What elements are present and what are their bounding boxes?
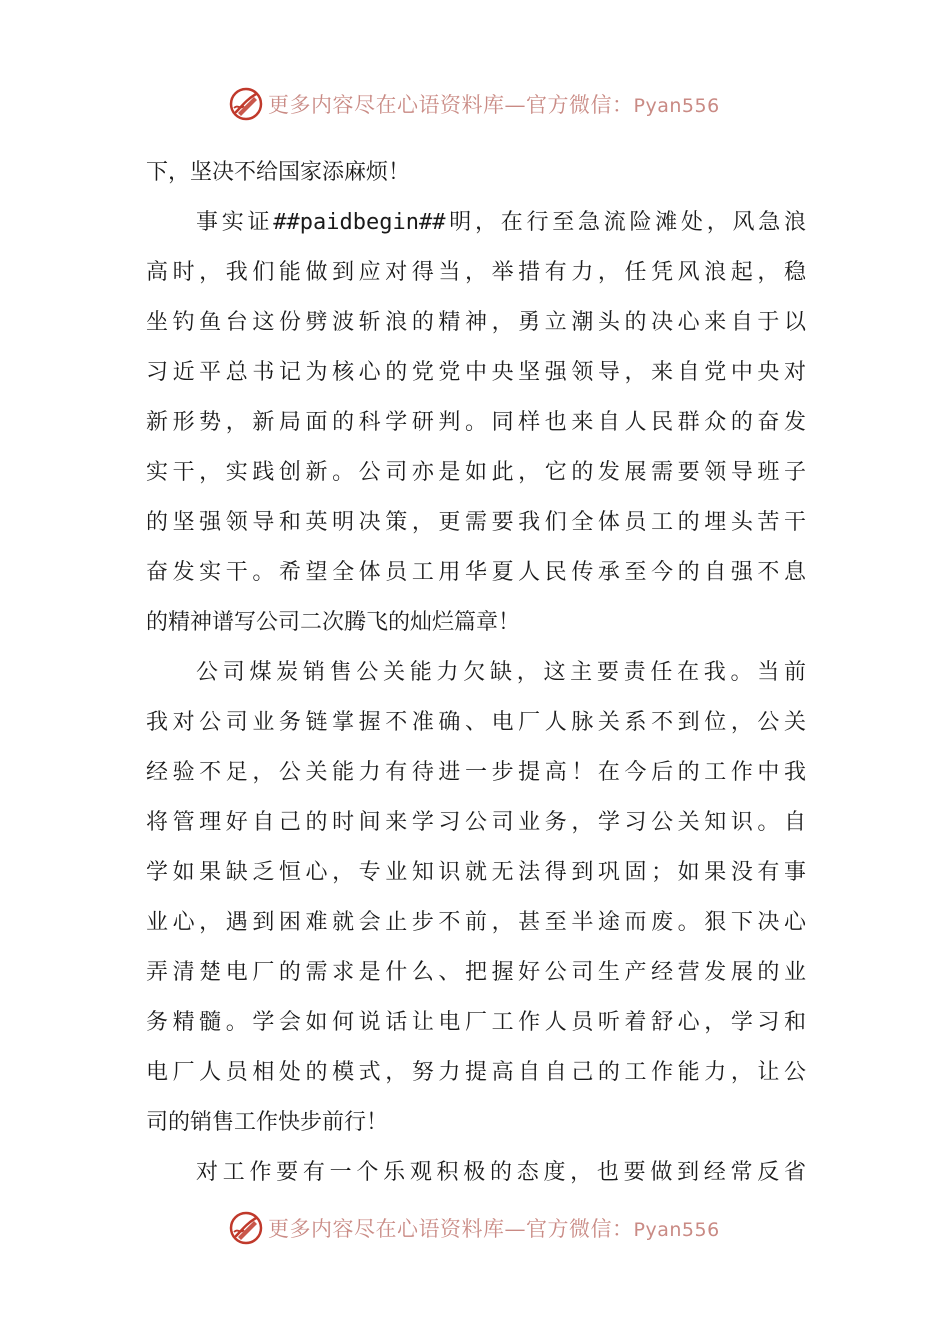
footer-wechat-id: Pyan556: [633, 1219, 720, 1241]
text-line: 电厂人员相处的模式，努力提高自自己的工作能力，让公: [146, 1060, 806, 1085]
text-line: 司的销售工作快步前行！: [146, 1110, 389, 1135]
text-line: 的精神谱写公司二次腾飞的灿烂篇章！: [146, 610, 521, 635]
header-wechat-id: Pyan556: [633, 95, 720, 117]
text-line: 务精髓。学会如何说话让电厂工作人员听着舒心，学习和: [146, 1010, 806, 1035]
pen-logo-icon: [228, 1210, 264, 1246]
text-line: 新形势，新局面的科学研判。同样也来自人民群众的奋发: [146, 410, 806, 435]
text-line: 将管理好自己的时间来学习公司业务，学习公关知识。自: [146, 810, 806, 835]
text-line: 弄清楚电厂的需求是什么、把握好公司生产经营发展的业: [146, 960, 806, 985]
text-line: 奋发实干。希望全体员工用华夏人民传承至今的自强不息: [146, 560, 806, 585]
text-line: 下，坚决不给国家添麻烦！: [146, 160, 411, 185]
text-line: 高时，我们能做到应对得当，举措有力，任凭风浪起，稳: [146, 260, 806, 285]
text-line: 我对公司业务链掌握不准确、电厂人脉关系不到位，公关: [146, 710, 806, 735]
text-line: 事实证##paidbegin##明，在行至急流险滩处，风急浪: [196, 210, 806, 235]
header-banner-text: 更多内容尽在心语资料库—官方微信：Pyan556: [268, 93, 720, 117]
document-body: [146, 148, 806, 1198]
text-line: 业心，遇到困难就会止步不前，甚至半途而废。狠下决心: [146, 910, 806, 935]
text-line: 习近平总书记为核心的党党中央坚强领导，来自党中央对: [146, 360, 806, 385]
pen-logo-icon: [228, 86, 264, 122]
text-line: 公司煤炭销售公关能力欠缺，这主要责任在我。当前: [196, 660, 806, 685]
text-line: 学如果缺乏恒心，专业知识就无法得到巩固；如果没有事: [146, 860, 806, 885]
text-line: 坐钓鱼台这份劈波斩浪的精神，勇立潮头的决心来自于以: [146, 310, 806, 335]
text-line: 对工作要有一个乐观积极的态度，也要做到经常反省: [196, 1160, 806, 1185]
footer-banner: [0, 1206, 950, 1250]
text-line: 经验不足，公关能力有待进一步提高！在今后的工作中我: [146, 760, 806, 785]
footer-banner-text: 更多内容尽在心语资料库—官方微信：Pyan556: [268, 1217, 720, 1241]
text-line: 的坚强领导和英明决策，更需要我们全体员工的埋头苦干: [146, 510, 806, 535]
header-banner: [0, 82, 950, 126]
text-line: 实干，实践创新。公司亦是如此，它的发展需要领导班子: [146, 460, 806, 485]
